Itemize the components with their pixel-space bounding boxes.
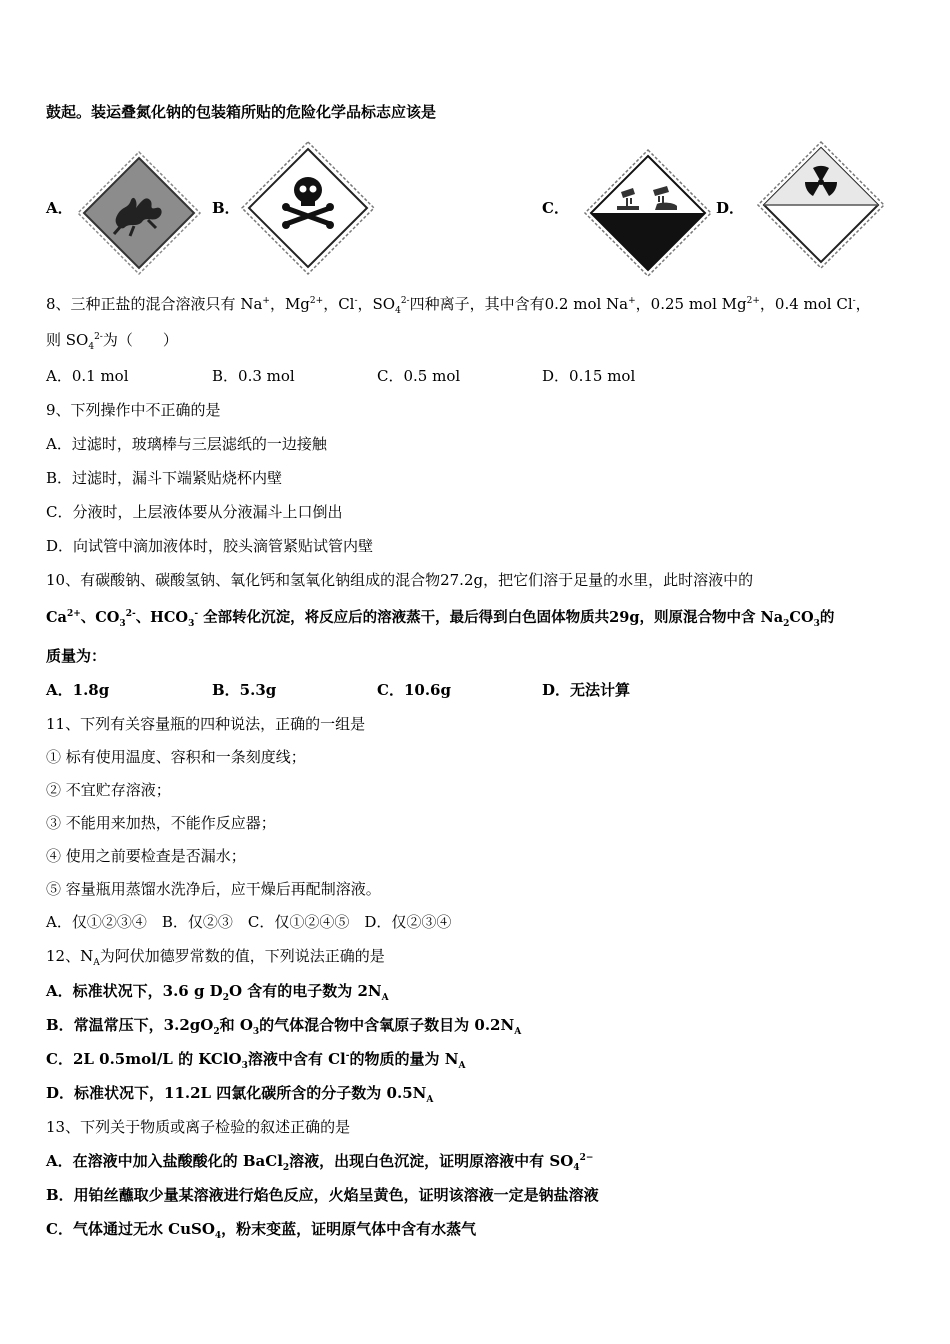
q8-option-d: D．0.15 mol xyxy=(542,367,636,385)
q8-option-c: C．0.5 mol xyxy=(377,367,461,385)
q11-stem: 11、下列有关容量瓶的四种说法，正确的一组是 xyxy=(46,715,366,733)
q12-option-c: C．2L 0.5mol/L 的 KClO$_3$溶液中含有 Cl-的物质的量为 $N_A$ xyxy=(46,1050,466,1071)
q7-option-b-label: B． xyxy=(212,199,240,217)
q13-option-c: C．气体通过无水 CuSO$_4$，粉末变蓝，证明原气体中含有水蒸气 xyxy=(46,1220,477,1241)
q9-option-a: A．过滤时，玻璃棒与三层滤纸的一边接触 xyxy=(46,435,327,453)
intro-line: 鼓起。装运叠氮化钠的包装箱所贴的危险化学品标志应该是 xyxy=(46,103,437,121)
q8-stem: 8、三种正盐的混合溶液只有 Na+，$Mg^{2+}$，Cl-，$SO_4^{2-}$四种离子，其中含有0.2 mol Na+，0.25 mol $Mg^{2+}$，0.4 mol Cl-， xyxy=(46,295,871,316)
q11-item-2: ② 不宜贮存溶液； xyxy=(46,781,171,799)
q11-item-3: ③ 不能用来加热，不能作反应器； xyxy=(46,814,276,832)
q11-options: A．仅①②③④ B．仅②③ C．仅①②④⑤ D．仅②③④ xyxy=(46,913,452,931)
q13-option-a: A．在溶液中加入盐酸酸化的 BaCl$_2$溶液，出现白色沉淀，证明原溶液中有 $SO_4^{2-}$ xyxy=(46,1152,594,1173)
flammable-solid-sign xyxy=(76,150,202,276)
q12-option-b: B．常温常压下，$3.2gO_2$和 $O_3$的气体混合物中含氧原子数目为 $0.2N_A$ xyxy=(46,1016,522,1037)
q12-option-d: D．标准状况下，11.2L 四氯化碳所含的分子数为 $0.5N_A$ xyxy=(46,1084,434,1105)
q10-stem-end: 质量为： xyxy=(46,647,107,665)
q13-option-b: B．用铂丝蘸取少量某溶液进行焰色反应，火焰呈黄色，证明该溶液一定是钠盐溶液 xyxy=(46,1186,599,1204)
toxic-skull-sign xyxy=(240,140,376,276)
q10-option-d: D．无法计算 xyxy=(542,681,631,699)
q11-item-4: ④ 使用之前要检查是否漏水； xyxy=(46,847,246,865)
q7-option-d-label: D． xyxy=(716,199,745,217)
q8-option-a: A．0.1 mol xyxy=(46,367,129,385)
q13-stem: 13、下列关于物质或离子检验的叙述正确的是 xyxy=(46,1118,351,1136)
q10-stem-cont: $Ca^{2+}$、$CO_3^{2-}$、$HCO_3^-$ 全部转化沉淀，将反应后的溶液蒸干，最后得到白色固体物质共29g，则原混合物中含 $Na_2CO_3$的 xyxy=(46,609,835,629)
q8-stem-cont: 则 $SO_4^{2-}$为（ ） xyxy=(46,331,178,352)
corrosive-sign xyxy=(583,148,713,278)
q11-item-1: ① 标有使用温度、容积和一条刻度线； xyxy=(46,748,306,766)
q10-option-c: C．10.6g xyxy=(377,681,451,699)
q10-option-b: B．5.3g xyxy=(212,681,277,699)
q9-option-b: B．过滤时，漏斗下端紧贴烧杯内壁 xyxy=(46,469,283,487)
q9-option-d: D．向试管中滴加液体时，胶头滴管紧贴试管内壁 xyxy=(46,537,374,555)
q9-stem: 9、下列操作中不正确的是 xyxy=(46,401,221,419)
q7-option-c-label: C． xyxy=(542,199,569,217)
q9-option-c: C．分液时，上层液体要从分液漏斗上口倒出 xyxy=(46,503,343,521)
q12-option-a: A．标准状况下，3.6 g $D_2O$ 含有的电子数为 $2N_A$ xyxy=(46,982,389,1003)
q10-stem: 10、有碳酸钠、碳酸氢钠、氧化钙和氢氧化钠组成的混合物27.2g，把它们溶于足量的水里，此时溶液中的 xyxy=(46,571,754,589)
radioactive-sign xyxy=(756,140,886,270)
q7-option-a-label: A． xyxy=(46,199,73,217)
q10-option-a: A．1.8g xyxy=(46,681,110,699)
q12-stem: 12、$N_A$为阿伏加德罗常数的值，下列说法正确的是 xyxy=(46,947,385,968)
q11-item-5: ⑤ 容量瓶用蒸馏水洗净后，应干燥后再配制溶液。 xyxy=(46,880,381,898)
q8-option-b: B．0.3 mol xyxy=(212,367,295,385)
